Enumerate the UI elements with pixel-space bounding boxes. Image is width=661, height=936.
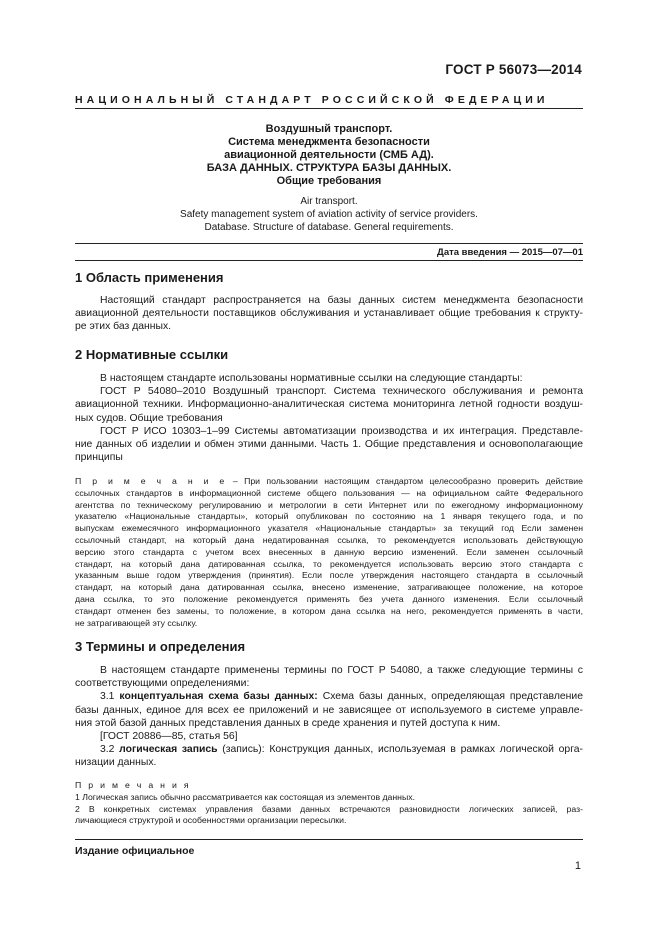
note-line: стандарт отменен без замены, то положение, в котором дана ссылка на него, рекомендуется применять в части,	[75, 605, 583, 616]
note-line: стандарт, на который дана датированная ссылка, внесено изменение, затрагивающее положение, на которое	[75, 582, 583, 593]
term-line: 3.2 логическая запись (запись): Конструкция данных, используемая в рамках логической орга-	[100, 744, 584, 756]
paragraph-line: ние данных об изделии и обмен этими данными. Часть 1. Общие представления и основополагающие	[75, 439, 583, 451]
note-line: указанным выше годом утверждения (принятия). Если после утверждения настоящего стандарта в ссылочный	[75, 570, 583, 581]
section3-body	[75, 664, 583, 770]
note-line: личающиеся структурой и особенностями организации пересылки.	[75, 815, 347, 826]
note-line: 1 Логическая запись обычно рассматривается как состоящая из элементов данных.	[75, 791, 415, 802]
introduction-date: Дата введения — 2015—07—01	[437, 247, 583, 258]
paragraph-line: ре этих баз данных.	[75, 321, 172, 333]
date-rule	[75, 243, 583, 244]
document-code: ГОСТ Р 56073—2014	[445, 62, 582, 77]
section3-heading: 3 Термины и определения	[75, 639, 246, 654]
national-standard-banner: НАЦИОНАЛЬНЫЙ СТАНДАРТ РОССИЙСКОЙ ФЕДЕРАЦИИ	[75, 94, 549, 106]
footer-rule	[75, 839, 583, 840]
note-label: П р и м е ч а н и е	[75, 476, 227, 486]
note-line: П р и м е ч а н и е – При пользовании настоящим стандартом целесообразно проверить действие	[75, 476, 583, 486]
date-rule-bottom	[75, 260, 583, 261]
section3-notes	[75, 780, 583, 827]
paragraph-line: авиационной деятельности поставщиков обслуживания и устанавливает общие требования к структу-	[75, 308, 583, 320]
note-line: указателю «Национальные стандарты», который опубликован по состоянию на 1 января текущего года, и по	[75, 511, 583, 522]
title-en-line: Air transport.	[300, 196, 358, 207]
note-line: 2 В конкретных системах управления базами данных встречаются разновидности логических записей, раз-	[75, 803, 583, 814]
paragraph-line: В настоящем стандарте использованы нормативные ссылки на следующие стандарты:	[100, 373, 523, 384]
note-line: ссылочный стандарт, на который дана недатированная ссылка, то рекомендуется использовать действующую	[75, 534, 583, 545]
paragraph-line: Настоящий стандарт распространяется на базы данных систем менеджмента безопасности	[100, 295, 583, 306]
paragraph-line: соответствующими определениями:	[75, 678, 250, 690]
notes-label: П р и м е ч а н и я	[75, 780, 191, 790]
header-rule	[75, 108, 583, 109]
term-source: [ГОСТ 20886—85, статья 56]	[100, 731, 238, 743]
section1-body	[75, 294, 583, 334]
paragraph-line: ГОСТ Р ИСО 10303–1–99 Системы автоматизации производства и их интеграция. Представле-	[100, 425, 583, 437]
paragraph-line: ГОСТ Р 54080–2010 Воздушный транспорт. Система технического обслуживания и ремонта	[100, 386, 583, 398]
note-line: версию этого стандарта с учетом всех внесенных в данную версию изменений. Если заменен ссылочный	[75, 546, 583, 557]
section2-body	[75, 372, 583, 464]
title-en-line: Safety management system of aviation activity of service providers.	[180, 209, 478, 220]
title-ru-line: Воздушный транспорт.	[265, 123, 393, 135]
note-line: агентства по техническому регулированию и метрологии в сети Интернет или по ежегодному информационному	[75, 499, 583, 510]
paragraph-line: В настоящем стандарте применены термины по ГОСТ Р 54080, а также следующие термины с	[100, 665, 583, 676]
term-name: концептуальная схема базы данных:	[119, 691, 318, 703]
page-number: 1	[574, 860, 581, 872]
section2-note	[75, 476, 583, 629]
paragraph-line: авиационной техники. Информационно-аналитическая система мониторинга летной годности воздуш-	[75, 399, 583, 411]
note-line: выпускам ежемесячного информационного указателя «Национальные стандарты» за текущий год Если заменен	[75, 523, 583, 534]
note-line: ссылочных стандартов в информационной системе общего пользования — на официальном сайте Федерального	[75, 487, 583, 498]
paragraph-line: ния этой базой данных представления данных в среде хранения и путей доступа к ним.	[75, 717, 501, 729]
paragraph-line: базы данных, единое для всех ее приложений и не зависящее от используемого в системе управле-	[75, 704, 583, 716]
section2-heading: 2 Нормативные ссылки	[75, 347, 229, 362]
note-line: стандарт, на который дана датированная ссылка, то рекомендуется использовать версию этого стандарта с	[75, 558, 583, 569]
title-ru	[75, 123, 583, 188]
section1-heading: 1 Область применения	[75, 270, 224, 285]
term-name: логическая запись	[119, 744, 218, 756]
title-en	[75, 195, 583, 234]
paragraph-line: принципы	[75, 452, 123, 464]
term-line: 3.1 концептуальная схема базы данных: Схема базы данных, определяющая представление	[100, 691, 583, 703]
paragraph-line: низации данных.	[75, 757, 157, 769]
title-ru-line: БАЗА ДАННЫХ. СТРУКТУРА БАЗЫ ДАННЫХ.	[206, 162, 452, 174]
note-line: дана ссылка, то это положение рекомендуется применять без учета данного изменения. Если ссылочный	[75, 593, 583, 604]
title-ru-line: авиационной деятельности (СМБ АД).	[224, 149, 434, 161]
title-ru-line: Система менеджмента безопасности	[228, 136, 430, 148]
title-en-line: Database. Structure of database. General requirements.	[204, 222, 454, 233]
paragraph-line: ных судов. Общие требования	[75, 412, 223, 424]
edition-label: Издание официальное	[75, 845, 195, 857]
note-line: не затрагивающей эту ссылку.	[75, 617, 198, 628]
title-ru-line: Общие требования	[276, 175, 382, 187]
